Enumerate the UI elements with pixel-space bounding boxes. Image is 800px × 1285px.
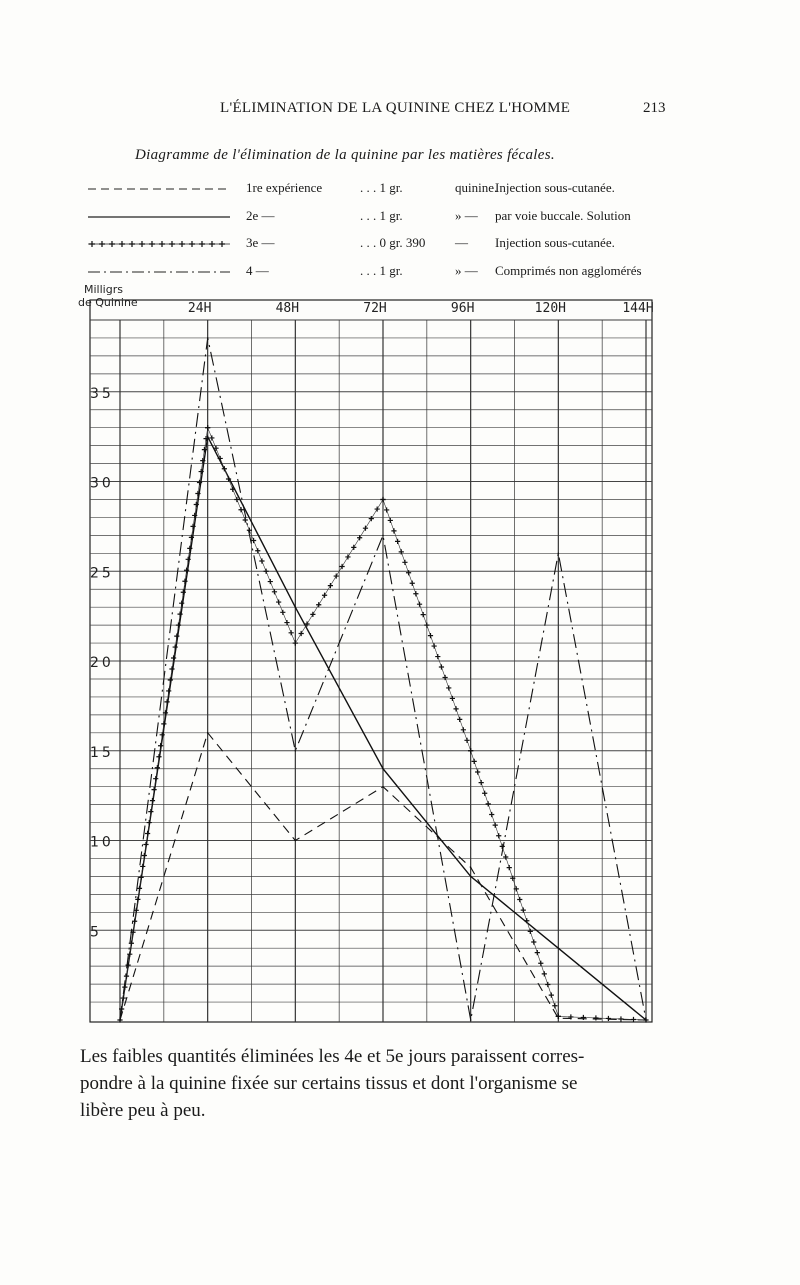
legend-qualifier: — [455, 235, 468, 250]
series-cross-marker [549, 993, 554, 998]
data-point [207, 732, 209, 734]
series-cross-marker [155, 765, 160, 770]
series-cross-marker [461, 727, 466, 732]
series-cross-marker [432, 643, 437, 648]
series-cross-marker [535, 950, 540, 955]
data-point [470, 1019, 472, 1021]
series-cross-marker [475, 769, 480, 774]
series-cross-marker [363, 526, 368, 531]
x-tick-label: 48H [275, 301, 300, 316]
legend-swatch-crosses [88, 237, 238, 251]
series-cross-marker [129, 941, 134, 946]
series-cross-marker [268, 579, 273, 584]
series-cross-marker [169, 666, 174, 671]
series-cross-marker [542, 971, 547, 976]
legend-cross-marker [219, 241, 225, 247]
series-cross-marker [618, 1016, 623, 1021]
data-point [470, 750, 472, 752]
series-cross-marker [464, 738, 469, 743]
legend-cross-marker [199, 241, 205, 247]
legend-swatch-dash-dot [88, 265, 238, 279]
data-point [295, 642, 297, 644]
series-cross-marker [531, 939, 536, 944]
series-cross-marker [328, 583, 333, 588]
tick-labels [78, 283, 654, 940]
data-point [295, 606, 297, 608]
data-point [470, 867, 472, 869]
series-cross-marker [322, 593, 327, 598]
series-cross-marker [147, 820, 152, 825]
legend-qualifier: » — [455, 263, 478, 278]
legend-cross-marker [169, 241, 175, 247]
legend-method: Injection sous-cutanée. [495, 235, 615, 250]
series-cross-marker [439, 664, 444, 669]
legend-qualifier: quinine. [455, 180, 498, 195]
data-point [558, 553, 560, 555]
legend-swatch-dashed [88, 182, 238, 196]
series-cross-marker [345, 554, 350, 559]
series-cross-marker [417, 602, 422, 607]
data-point [119, 1019, 121, 1021]
data-point [382, 768, 384, 770]
legend-cross-marker [209, 241, 215, 247]
legend-cross-marker [149, 241, 155, 247]
legend-dose: . . . 0 gr. 390 [360, 235, 426, 250]
legend-cross-marker [89, 241, 95, 247]
series-cross-marker [375, 506, 380, 511]
legend-item [0, 208, 800, 230]
series-cross-marker [351, 545, 356, 550]
caption-line: libère peu à peu. [80, 1100, 206, 1121]
series-cross-marker [486, 801, 491, 806]
series-cross-marker [503, 854, 508, 859]
legend-cross-marker [139, 241, 145, 247]
series-cross-marker [457, 717, 462, 722]
y-tick-label: 30 [90, 475, 114, 492]
data-point [207, 427, 209, 429]
series-cross-marker [538, 961, 543, 966]
series-cross-marker [528, 929, 533, 934]
data-point [295, 750, 297, 752]
x-tick-label: 72H [363, 301, 387, 316]
data-point [207, 436, 209, 438]
data-point [295, 840, 297, 842]
series-cross-marker [631, 1017, 636, 1022]
series-cross-marker [153, 776, 158, 781]
caption-line: Les faibles quantités éliminées les 4e et 5e jours paraissent corres- [80, 1046, 585, 1067]
caption [80, 1043, 680, 1124]
series-cross-marker [150, 798, 155, 803]
series-cross-marker [410, 581, 415, 586]
series-cross-marker [357, 535, 362, 540]
series-cross-marker [299, 631, 304, 636]
series-cross-marker [121, 995, 126, 1000]
series-cross-marker [339, 564, 344, 569]
legend-cross-marker [129, 241, 135, 247]
series-cross-marker [421, 612, 426, 617]
page-header [0, 100, 800, 124]
series-cross-marker [424, 623, 429, 628]
legend-item [0, 180, 800, 202]
series-cross-marker [142, 853, 147, 858]
series-cross-marker [243, 517, 248, 522]
data-point [382, 499, 384, 501]
data-point [207, 337, 209, 339]
series-cross-marker [507, 865, 512, 870]
series-cross-marker [593, 1015, 598, 1020]
data-point [645, 1019, 647, 1021]
legend-method: Injection sous-cutanée. [495, 180, 615, 195]
series-cross-marker [276, 599, 281, 604]
x-tick-label: 96H [450, 301, 475, 316]
series-cross-marker [316, 602, 321, 607]
series-cross-marker [280, 610, 285, 615]
series-cross-marker [124, 974, 129, 979]
series-cross-marker [395, 539, 400, 544]
series-cross-marker [517, 897, 522, 902]
series-cross-marker [334, 573, 339, 578]
page-number: 213 [643, 100, 666, 116]
series-cross-marker [453, 706, 458, 711]
legend-experiment: 2e — [246, 208, 275, 223]
series-cross-marker [238, 507, 243, 512]
series-cross-marker [140, 864, 145, 869]
series-cross-marker [369, 516, 374, 521]
data-point [558, 947, 560, 949]
series-cross-marker [148, 809, 153, 814]
legend-dose: . . . 1 gr. [360, 208, 403, 223]
legend-method: Comprimés non agglomérés [495, 263, 642, 278]
series-cross-marker [496, 833, 501, 838]
legend-method: par voie buccale. Solution [495, 208, 631, 223]
series-cross-marker [384, 507, 389, 512]
legend-cross-marker [179, 241, 185, 247]
legend-dose: . . . 1 gr. [360, 263, 403, 278]
series-cross-marker [479, 780, 484, 785]
series-cross-marker [435, 654, 440, 659]
series-cross-marker [402, 560, 407, 565]
x-tick-label: 120H [534, 301, 566, 316]
legend-qualifier: » — [455, 208, 478, 223]
series-cross-marker [310, 612, 315, 617]
series-cross-marker [545, 982, 550, 987]
series-cross-marker [255, 548, 260, 553]
y-tick-label: 5 [90, 924, 102, 941]
series-cross-marker [493, 823, 498, 828]
legend-dose: . . . 1 gr. [360, 180, 403, 195]
data-point [382, 786, 384, 788]
y-tick-label: 20 [90, 655, 114, 672]
series-cross-marker [272, 589, 277, 594]
y-tick-label: 25 [90, 565, 114, 582]
caption-line: pondre à la quinine fixée sur certains tissus et dont l'organisme se [80, 1073, 578, 1094]
running-title: L'ÉLIMINATION DE LA QUININE CHEZ L'HOMME [220, 100, 571, 116]
legend-experiment: 1re expérience [246, 180, 323, 195]
series-cross-marker [446, 685, 451, 690]
series-cross-marker [151, 787, 156, 792]
series-cross-marker [164, 699, 169, 704]
series-cross-marker [139, 875, 144, 880]
series-cross-marker [482, 791, 487, 796]
series-cross-marker [145, 831, 150, 836]
legend-experiment: 4 — [246, 263, 269, 278]
data-point [382, 535, 384, 537]
series-cross-marker [289, 630, 294, 635]
y-tick-label: 10 [90, 834, 114, 851]
series-cross-marker [168, 677, 173, 682]
x-tick-label: 144H [622, 301, 654, 316]
series-cross-marker [472, 759, 477, 764]
series-cross-marker [161, 721, 166, 726]
series-cross-marker [158, 743, 163, 748]
legend-swatch-solid [88, 210, 238, 224]
series-cross-marker [388, 518, 393, 523]
series-cross-marker [259, 558, 264, 563]
series-cross-marker [428, 633, 433, 638]
legend-cross-marker [109, 241, 115, 247]
series-cross-marker [264, 569, 269, 574]
x-tick-label: 24H [187, 301, 212, 316]
series-cross-marker [524, 918, 529, 923]
legend-cross-marker [119, 241, 125, 247]
series-cross-marker [166, 688, 171, 693]
legend-cross-marker [99, 241, 105, 247]
series-cross-marker [606, 1016, 611, 1021]
legend-cross-marker [159, 241, 165, 247]
series-cross-marker [143, 842, 148, 847]
data-point [558, 1016, 560, 1018]
y-axis-label: Milligrs de Quinine [78, 283, 138, 309]
series-cross-marker [413, 591, 418, 596]
series-cross-marker [489, 812, 494, 817]
series-cross-marker [284, 620, 289, 625]
legend-cross-marker [189, 241, 195, 247]
y-tick-label: 15 [90, 744, 114, 761]
y-tick-label: 35 [90, 385, 114, 402]
legend-item [0, 235, 800, 257]
series-cross-marker [552, 1003, 557, 1008]
diagram-title: Diagramme de l'élimination de la quinine par les matières fécales. [135, 147, 555, 163]
legend-experiment: 3e — [246, 235, 275, 250]
series-cross-marker [391, 528, 396, 533]
legend-item [0, 263, 800, 285]
data-point [470, 876, 472, 878]
series-cross-marker [156, 754, 161, 759]
